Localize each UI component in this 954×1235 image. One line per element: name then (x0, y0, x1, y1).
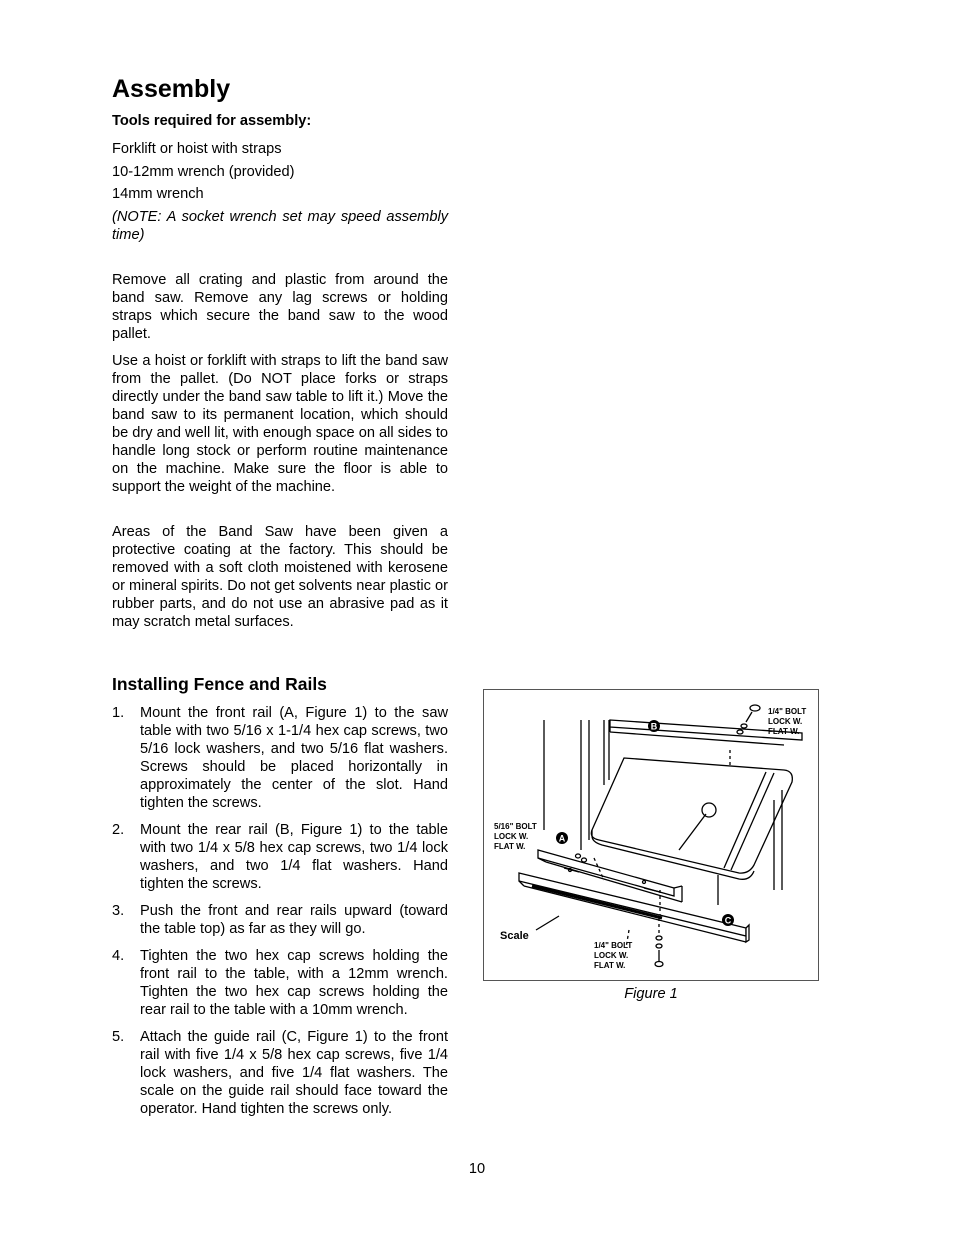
step-text: Mount the front rail (A, Figure 1) to the saw table with two 5/16 x 1-1/4 hex cap screws, two 5/16 lock washers, and two 5/16 flat washers. Screws should be placed horizontally in approximately the center of the slot. Hand tighten the screws. (140, 705, 448, 811)
bottom-bolt-label-line: 1/4" BOLT (594, 941, 633, 950)
page-number: 10 (468, 1161, 486, 1177)
top-bolt-label-line: FLAT W. (768, 727, 800, 736)
step-item (112, 821, 448, 893)
step-text: Attach the guide rail (C, Figure 1) to the front rail with five 1/4 x 5/8 hex cap screws, five 1/4 lock washers, and five 1/4 flat washers. The scale on the guide rail should face toward the operator. Hand tighten the screws only. (140, 1029, 448, 1117)
tools-heading: Tools required for assembly: (112, 113, 312, 129)
figure-caption: Figure 1 (624, 986, 678, 1002)
left-bolt-label-line: 5/16" BOLT (494, 822, 537, 831)
scale-label: Scale (500, 930, 529, 942)
tool-item: Forklift or hoist with straps (112, 141, 282, 157)
left-bolt-label-line: FLAT W. (494, 842, 526, 851)
step-item (112, 902, 448, 938)
paragraph-lift-saw: Use a hoist or forklift with straps to lift the band saw from the pallet. (Do NOT place forks or straps directly under the band saw table to lift it.) Move the band saw to its permanent location, which should be dry and well lit, with enough space on all sides to handle long stock or perform routine maintenance on the machine. Make sure the floor is able to support the weight of the machine. (112, 353, 448, 495)
bottom-bolt-label-line: LOCK W. (594, 951, 629, 960)
step-number: 3. (112, 903, 125, 919)
label-a: A (558, 833, 566, 844)
tool-item: 14mm wrench (112, 186, 204, 202)
paragraph-protective-coating: Areas of the Band Saw have been given a protective coating at the factory. This should be removed with a soft cloth moistened with kerosene or mineral spirits. Do not get solvents near plastic or rubber parts, and do not use an abrasive pad as it may scratch metal surfaces. (112, 524, 448, 630)
section-heading: Installing Fence and Rails (112, 674, 327, 694)
fence-rails-diagram (484, 690, 820, 982)
top-bolt-label-line: LOCK W. (768, 717, 803, 726)
page-title: Assembly (112, 75, 231, 103)
figure-fence-rails (483, 689, 819, 981)
step-item (112, 1028, 448, 1118)
top-bolt-label-line: 1/4" BOLT (768, 707, 807, 716)
step-item (112, 947, 448, 1019)
step-text: Push the front and rear rails upward (toward the table top) as far as they will go. (140, 903, 448, 937)
step-number: 2. (112, 822, 125, 838)
paragraph-remove-crating: Remove all crating and plastic from around the band saw. Remove any lag screws or holding straps which secure the band saw to the wood pallet. (112, 272, 448, 342)
step-number: 4. (112, 948, 125, 964)
bottom-bolt-label-line: FLAT W. (594, 961, 626, 970)
step-text: Tighten the two hex cap screws holding the front rail to the table, with a 12mm wrench. Tighten the two hex cap screws holding the rear rail to the table with a 10mm wrench. (140, 948, 448, 1018)
tool-item: 10-12mm wrench (provided) (112, 164, 295, 180)
step-item (112, 704, 448, 812)
tools-note: (NOTE: A socket wrench set may speed assembly time) (112, 209, 448, 243)
label-c: C (724, 915, 732, 926)
label-b: B (650, 721, 658, 732)
step-text: Mount the rear rail (B, Figure 1) to the table with two 1/4 x 5/8 hex cap screws, two 1/4 lock washers, and two 1/4 flat washers. Hand tighten the screws. (140, 822, 448, 892)
step-number: 5. (112, 1029, 125, 1045)
step-number: 1. (112, 705, 125, 721)
left-bolt-label-line: LOCK W. (494, 832, 529, 841)
